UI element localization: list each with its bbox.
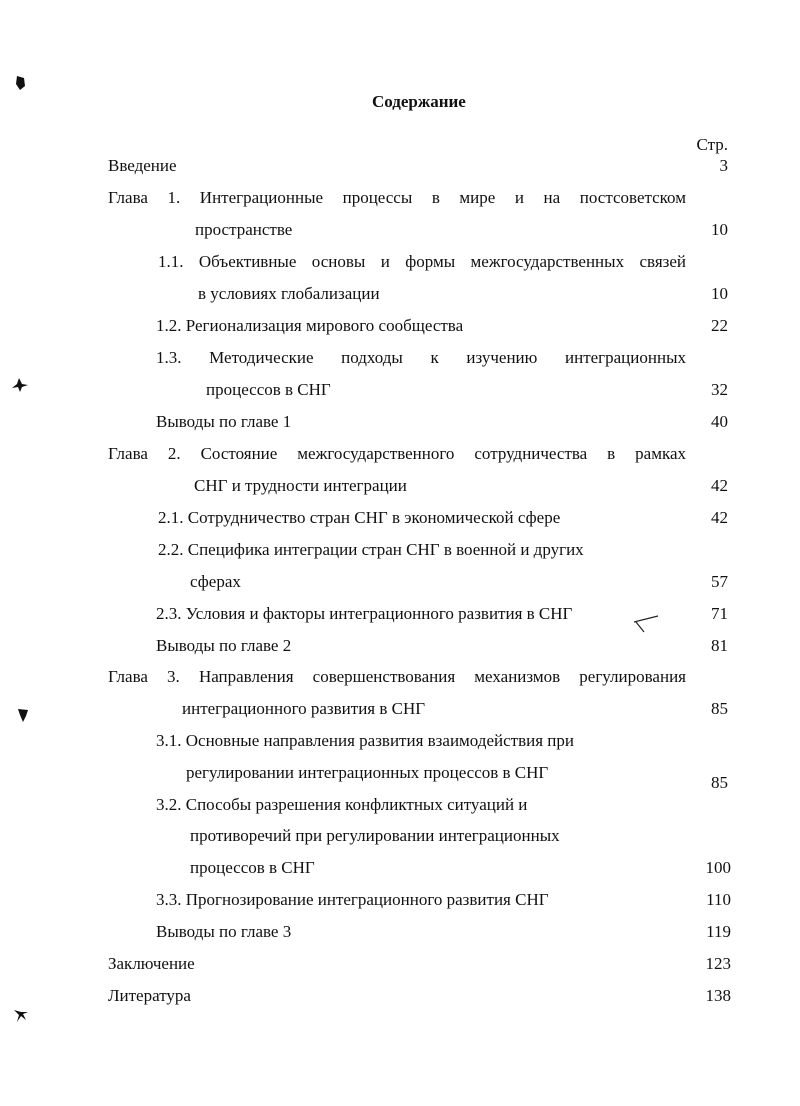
toc-entry-3-2-cont2: процессов в СНГ xyxy=(190,858,315,877)
page-number: 81 xyxy=(711,636,728,655)
toc-entry-chapter-2: Глава 2. Состояние межгосударственного сотрудничества в рамках xyxy=(108,444,686,463)
toc-entry-2-2-cont: сферах xyxy=(190,572,241,591)
toc-entry-chapter-1-cont: пространстве xyxy=(195,220,293,239)
page-number: 85 xyxy=(711,699,728,718)
toc-entry-3-1: 3.1. Основные направления развития взаимодействия при xyxy=(156,731,574,750)
scan-speck-3 xyxy=(16,706,30,724)
scan-speck-2 xyxy=(10,376,30,394)
page-number: 10 xyxy=(711,220,728,239)
page-number: 42 xyxy=(711,508,728,527)
toc-entry-literature: Литература xyxy=(108,986,191,1005)
page-number: 85 xyxy=(711,773,728,792)
page-number: 119 xyxy=(706,922,731,941)
toc-entry-3-1-cont: регулировании интеграционных процессов в СНГ xyxy=(186,763,549,782)
page-number: 123 xyxy=(705,954,731,973)
toc-entry-conclusions-3: Выводы по главе 3 xyxy=(156,922,292,941)
page-number: 42 xyxy=(711,476,728,495)
page-title: Содержание xyxy=(372,92,466,111)
page-number: 100 xyxy=(705,858,731,877)
page-number: 71 xyxy=(711,604,728,623)
page-number: 40 xyxy=(711,412,728,431)
toc-entry-chapter-3: Глава 3. Направления совершенствования механизмов регулирования xyxy=(108,667,686,686)
toc-entry-1-1: 1.1. Объективные основы и формы межгосударственных связей xyxy=(158,252,686,271)
page-number: 110 xyxy=(706,890,731,909)
toc-entry-2-3: 2.3. Условия и факторы интеграционного развития в СНГ xyxy=(156,604,573,623)
toc-entry-2-1: 2.1. Сотрудничество стран СНГ в экономической сфере xyxy=(158,508,561,527)
toc-entry-3-2: 3.2. Способы разрешения конфликтных ситуаций и xyxy=(156,795,528,814)
toc-entry-conclusions-2: Выводы по главе 2 xyxy=(156,636,292,655)
scan-speck-1 xyxy=(14,74,28,92)
page-number: 57 xyxy=(711,572,728,591)
toc-entry-conclusions-1: Выводы по главе 1 xyxy=(156,412,292,431)
toc-entry-chapter-2-cont: СНГ и трудности интеграции xyxy=(194,476,407,495)
toc-entry-chapter-3-cont: интеграционного развития в СНГ xyxy=(182,699,426,718)
toc-entry-chapter-1: Глава 1. Интеграционные процессы в мире и на постсоветском xyxy=(108,188,686,207)
page-number: 138 xyxy=(705,986,731,1005)
toc-entry-2-2: 2.2. Специфика интеграции стран СНГ в военной и других xyxy=(158,540,584,559)
pen-mark xyxy=(632,612,662,634)
toc-entry-1-1-cont: в условиях глобализации xyxy=(198,284,380,303)
page-number: 22 xyxy=(711,316,728,335)
page-number: 10 xyxy=(711,284,728,303)
toc-entry-1-2: 1.2. Регионализация мирового сообщества xyxy=(156,316,464,335)
scan-speck-4 xyxy=(10,1006,32,1026)
page-column-header: Стр. xyxy=(696,135,728,154)
toc-entry-3-2-cont: противоречий при регулировании интеграционных xyxy=(190,826,560,845)
toc-entry-1-3: 1.3. Методические подходы к изучению интеграционных xyxy=(156,348,686,367)
toc-entry-final-conclusion: Заключение xyxy=(108,954,195,973)
page-number: 32 xyxy=(711,380,728,399)
toc-entry-3-3: 3.3. Прогнозирование интеграционного развития СНГ xyxy=(156,890,549,909)
toc-entry-1-3-cont: процессов в СНГ xyxy=(206,380,331,399)
toc-entry-intro: Введение xyxy=(108,156,177,175)
page-number: 3 xyxy=(719,156,728,175)
